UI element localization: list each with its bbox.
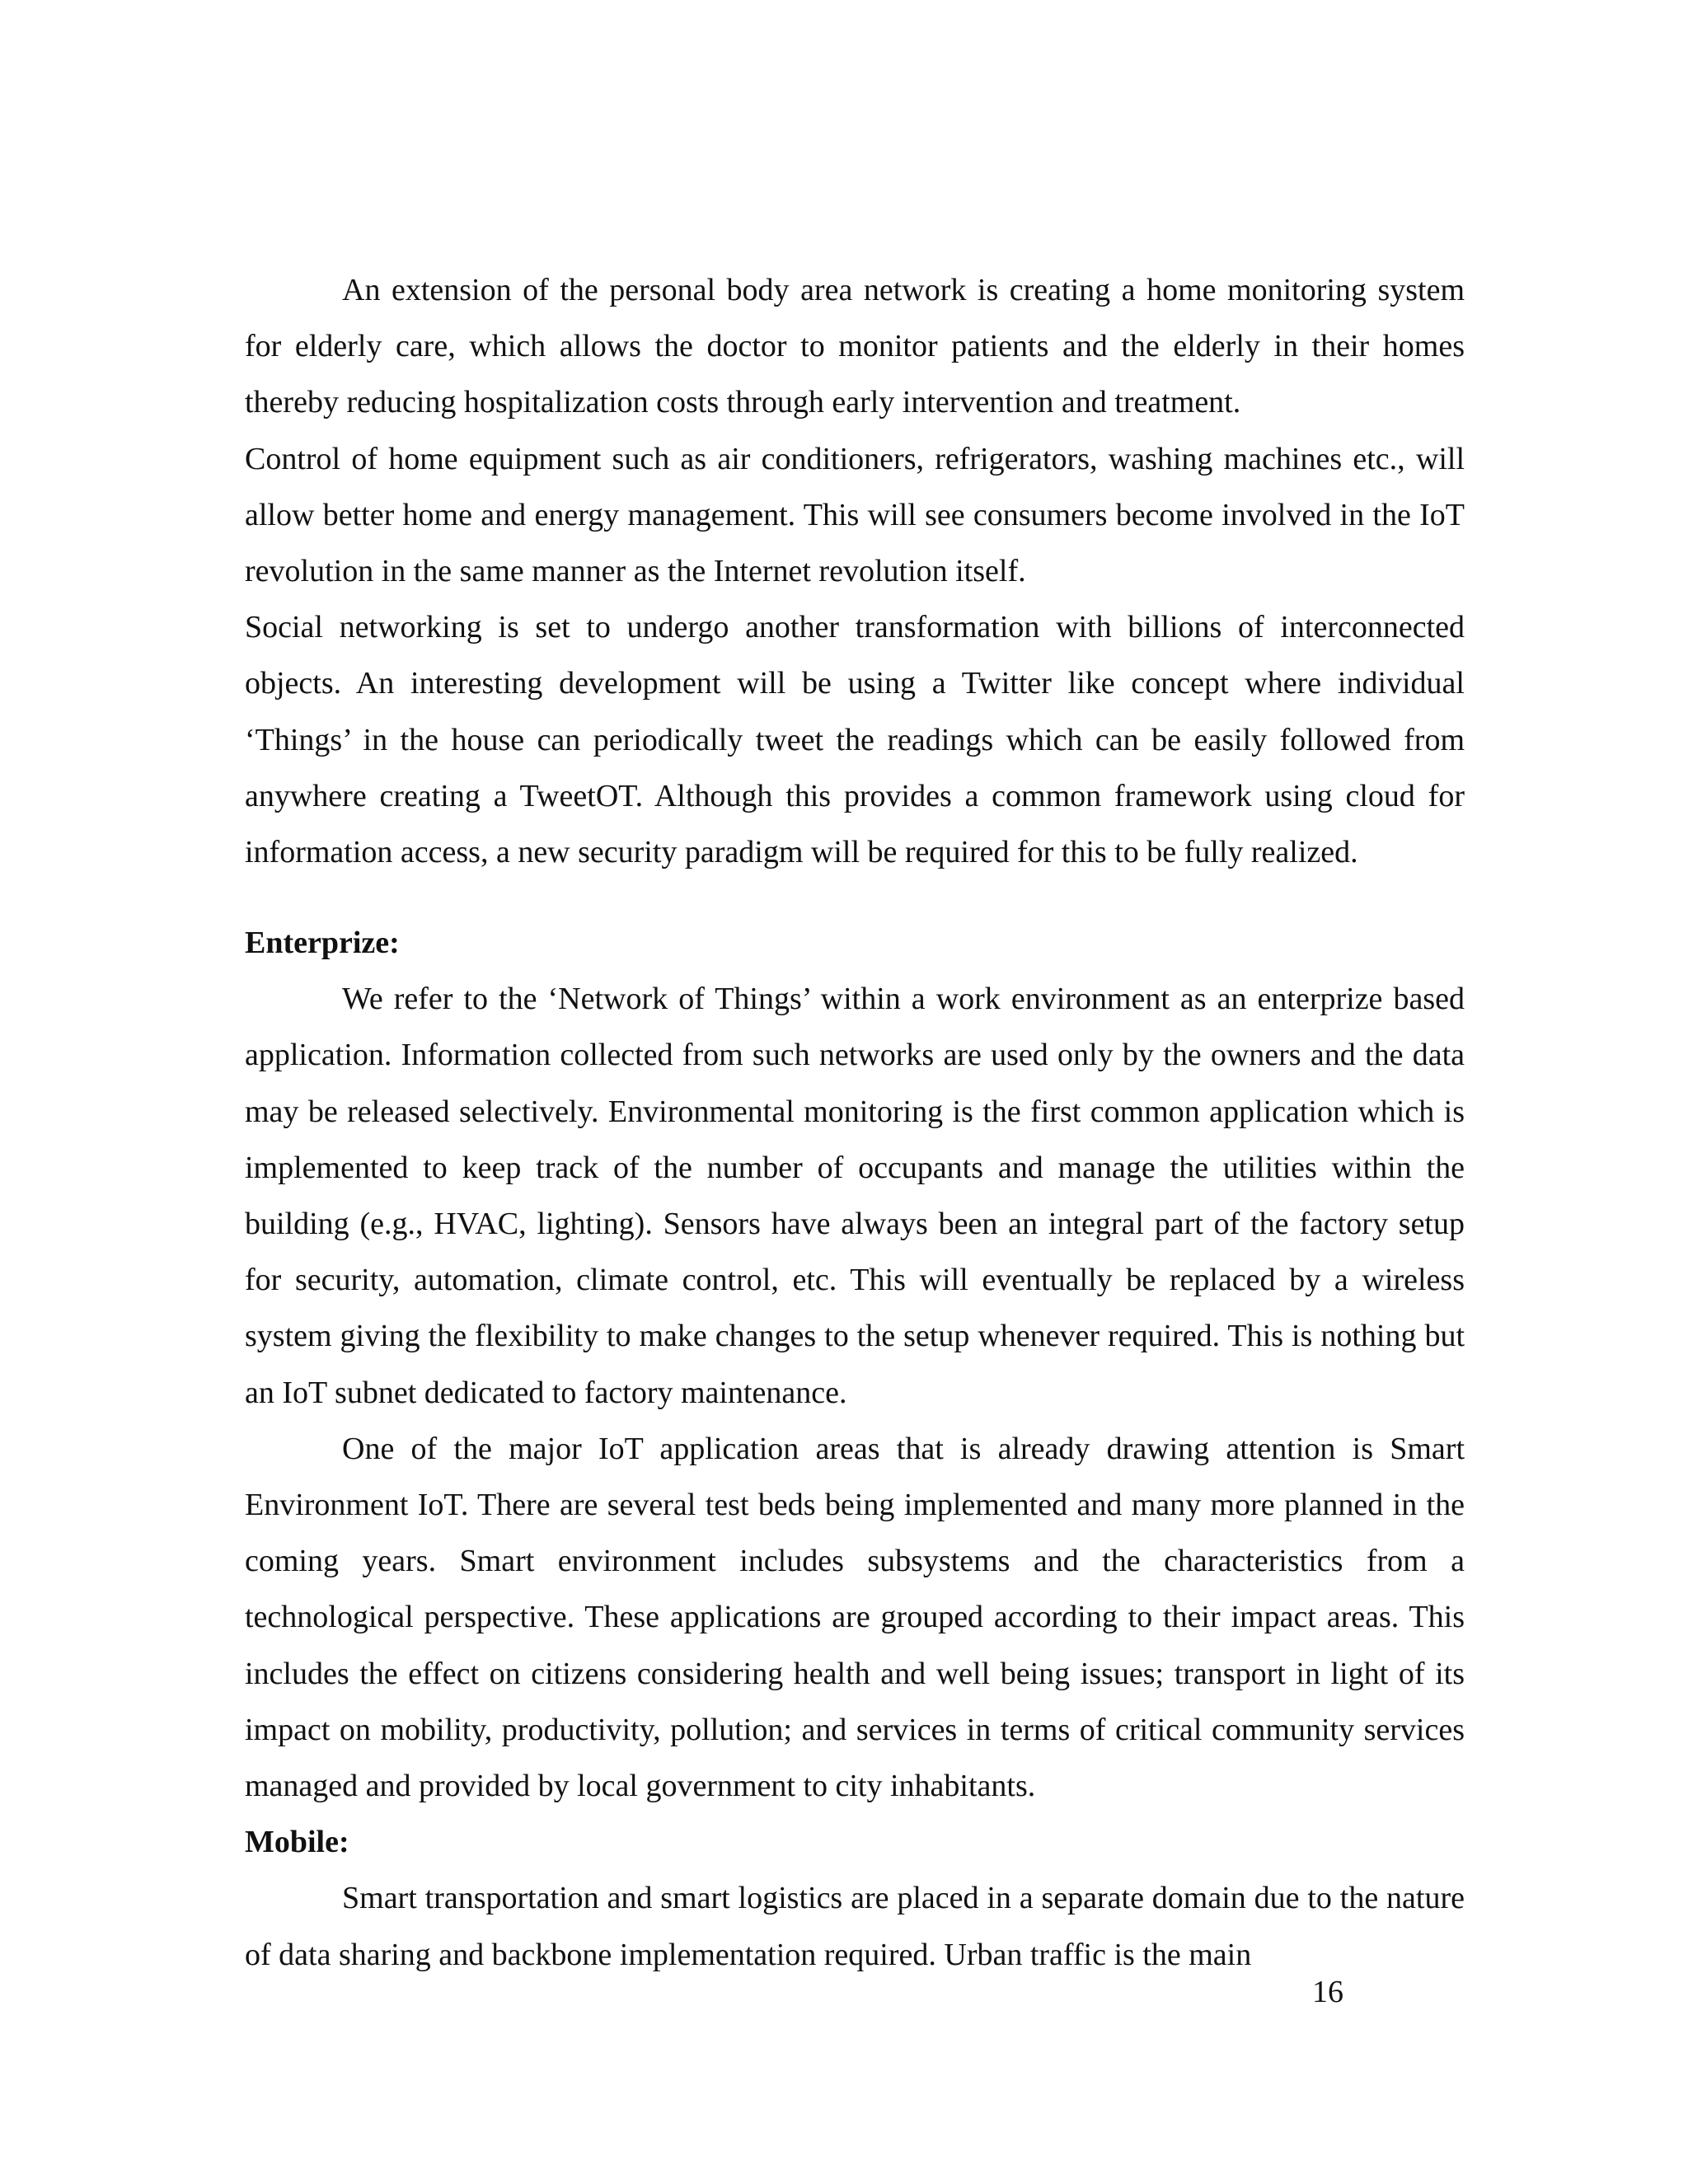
heading-enterprize: Enterprize: — [245, 926, 400, 960]
body-text-enterprize — [245, 915, 1465, 1983]
body-text-top — [245, 262, 1465, 880]
paragraph-home-monitoring: An extension of the personal body area network is creating a home monitoring system for elderly care, which allows the doctor to monitor patients and the elderly in their homes thereby reducing hospitalization costs through early intervention and treatment. — [245, 273, 1465, 420]
page-number: 16 — [1312, 1975, 1343, 2009]
paragraph-social-networking: Social networking is set to undergo another transformation with billions of interconnected objects. An interesting development will be using a Twitter like concept where individual ‘Things’ in the house can periodically tweet the readings which can be easily followed from anywhere creating a TweetOT. Although this provides a common framework using cloud for information access, a new security paradigm will be required for this to be fully realized. — [245, 610, 1465, 870]
paragraph-smart-transportation: Smart transportation and smart logistics are placed in a separate domain due to the nature of data sharing and backbone implementation required. Urban traffic is the main — [245, 1881, 1465, 1972]
paragraph-smart-environment: One of the major IoT application areas that is already drawing attention is Smart Environment IoT. There are several test beds being implemented and many more planned in the coming years. Smart environment includes subsystems and the characteristics from a technological perspective. These applications are grouped according to their impact areas. This includes the effect on citizens considering health and well being issues; transport in light of its impact on mobility, productivity, pollution; and services in terms of critical community services managed and provided by local government to city inhabitants. — [245, 1431, 1465, 1804]
paragraph-home-equipment: Control of home equipment such as air conditioners, refrigerators, washing machines etc., will allow better home and energy management. This will see consumers become involved in the IoT revolution in the same manner as the Internet revolution itself. — [245, 441, 1465, 589]
heading-mobile: Mobile: — [245, 1825, 349, 1860]
paragraph-network-of-things: We refer to the ‘Network of Things’ within a work environment as an enterprize based application. Information collected from such networks are used only by the owners and the data may be released selectively. Environmental monitoring is the first common application which is implemented to keep track of the number of occupants and manage the utilities within the building (e.g., HVAC, lighting). Sensors have always been an integral part of the factory setup for security, automation, climate control, etc. This will eventually be replaced by a wireless system giving the flexibility to make changes to the setup whenever required. This is nothing but an IoT subnet dedicated to factory maintenance. — [245, 982, 1465, 1410]
